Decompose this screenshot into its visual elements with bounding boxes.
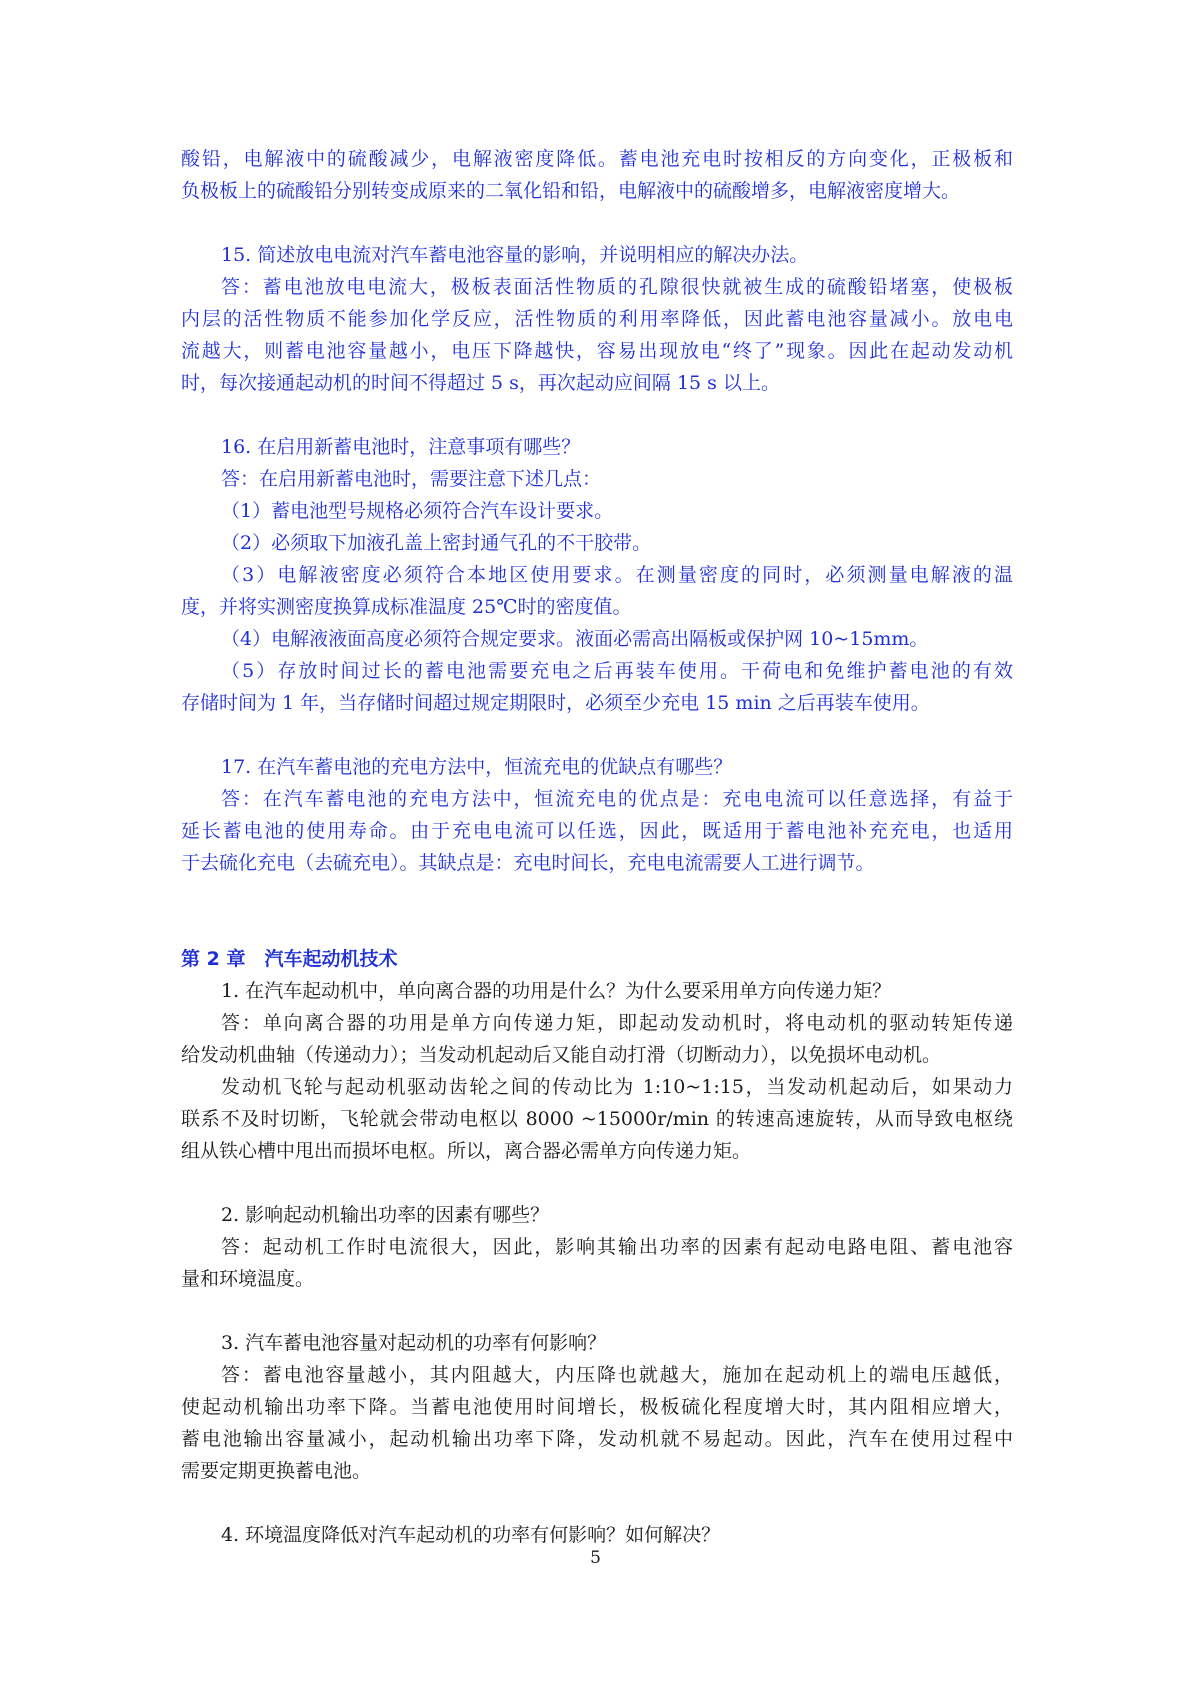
answer-line: 答：蓄电池容量越小，其内阻越大，内压降也就越大，施加在起动机上的端电压越低， [221, 1364, 1013, 1386]
chapter-title: 第 2 章 汽车起动机技术 [181, 948, 398, 970]
spacer [181, 399, 1013, 431]
answer-line: （4）电解液液面高度必须符合规定要求。液面必需高出隔板或保护网 10~15mm。 [221, 628, 929, 650]
answer-line: （3）电解液密度必须符合本地区使用要求。在测量密度的同时，必须测量电解液的温 [221, 564, 1013, 586]
spacer [181, 879, 1013, 943]
question-2: 2. 影响起动机输出功率的因素有哪些？ [221, 1204, 550, 1226]
answer-line: 存储时间为 1 年，当存储时间超过规定期限时，必须至少充电 15 min 之后再装车使用。 [181, 692, 930, 714]
answer-line: 答：蓄电池放电电流大，极板表面活性物质的孔隙很快就被生成的硫酸铅堵塞，使极板 [221, 276, 1013, 298]
answer-line: 需要定期更换蓄电池。 [181, 1460, 372, 1482]
answer-line: 于去硫化充电（去硫充电）。其缺点是：充电时间长，充电电流需要人工进行调节。 [181, 852, 875, 874]
spacer [181, 1295, 1013, 1327]
answer-line: 答：在启用新蓄电池时，需要注意下述几点： [221, 468, 602, 490]
question-3: 3. 汽车蓄电池容量对起动机的功率有何影响？ [221, 1332, 607, 1354]
answer-line: 答：在汽车蓄电池的充电方法中，恒流充电的优点是：充电电流可以任意选择，有益于 [221, 788, 1013, 810]
question-16: 16. 在启用新蓄电池时，注意事项有哪些？ [221, 436, 581, 458]
paragraph-line: 酸铅，电解液中的硫酸减少，电解液密度降低。蓄电池充电时按相反的方向变化，正极板和 [181, 148, 1013, 170]
question-4: 4. 环境温度降低对汽车起动机的功率有何影响？如何解决？ [221, 1524, 721, 1546]
answer-line: 流越大，则蓄电池容量越小，电压下降越快，容易出现放电“终了”现象。因此在起动发动机 [181, 340, 1013, 362]
answer-line: 发动机飞轮与起动机驱动齿轮之间的传动比为 1:10~1:15，当发动机起动后，如果动力 [221, 1076, 1013, 1098]
answer-line: 给发动机曲轴（传递动力）；当发动机起动后又能自动打滑（切断动力），以免损坏电动机。 [181, 1044, 942, 1066]
question-15: 15. 简述放电电流对汽车蓄电池容量的影响，并说明相应的解决办法。 [221, 244, 809, 266]
answer-line: 量和环境温度。 [181, 1268, 315, 1290]
page-number: 5 [590, 1548, 601, 1568]
answer-line: 延长蓄电池的使用寿命。由于充电电流可以任选，因此，既适用于蓄电池补充充电，也适用 [181, 820, 1013, 842]
answer-line: 组从铁心槽中甩出而损坏电枢。所以，离合器必需单方向传递力矩。 [181, 1140, 752, 1162]
spacer [181, 1167, 1013, 1199]
question-1: 1. 在汽车起动机中，单向离合器的功用是什么？为什么要采用单方向传递力矩？ [221, 980, 892, 1002]
answer-line: 内层的活性物质不能参加化学反应，活性物质的利用率降低，因此蓄电池容量减小。放电电 [181, 308, 1013, 330]
answer-line: 答：起动机工作时电流很大，因此，影响其输出功率的因素有起动电路电阻、蓄电池容 [221, 1236, 1013, 1258]
page-content [181, 143, 1013, 1551]
answer-line: 时，每次接通起动机的时间不得超过 5 s，再次起动应间隔 15 s 以上。 [181, 372, 780, 394]
spacer [181, 719, 1013, 751]
answer-line: 度，并将实测密度换算成标准温度 25℃时的密度值。 [181, 596, 632, 618]
answer-line: （5）存放时间过长的蓄电池需要充电之后再装车使用。干荷电和免维护蓄电池的有效 [221, 660, 1013, 682]
spacer [181, 1487, 1013, 1519]
answer-line: 联系不及时切断，飞轮就会带动电枢以 8000 ~15000r/min 的转速高速旋转，从而导致电枢绕 [181, 1108, 1013, 1130]
spacer [181, 207, 1013, 239]
question-17: 17. 在汽车蓄电池的充电方法中，恒流充电的优缺点有哪些？ [221, 756, 733, 778]
answer-line: 蓄电池输出容量减小，起动机输出功率下降，发动机就不易起动。因此，汽车在使用过程中 [181, 1428, 1013, 1450]
answer-line: 答：单向离合器的功用是单方向传递力矩，即起动发动机时，将电动机的驱动转矩传递 [221, 1012, 1013, 1034]
answer-line: （2）必须取下加液孔盖上密封通气孔的不干胶带。 [221, 532, 652, 554]
answer-line: 使起动机输出功率下降。当蓄电池使用时间增长，极板硫化程度增大时，其内阻相应增大， [181, 1396, 1013, 1418]
paragraph-line: 负极板上的硫酸铅分别转变成原来的二氧化铅和铅，电解液中的硫酸增多，电解液密度增大。 [181, 180, 961, 202]
answer-line: （1）蓄电池型号规格必须符合汽车设计要求。 [221, 500, 614, 522]
